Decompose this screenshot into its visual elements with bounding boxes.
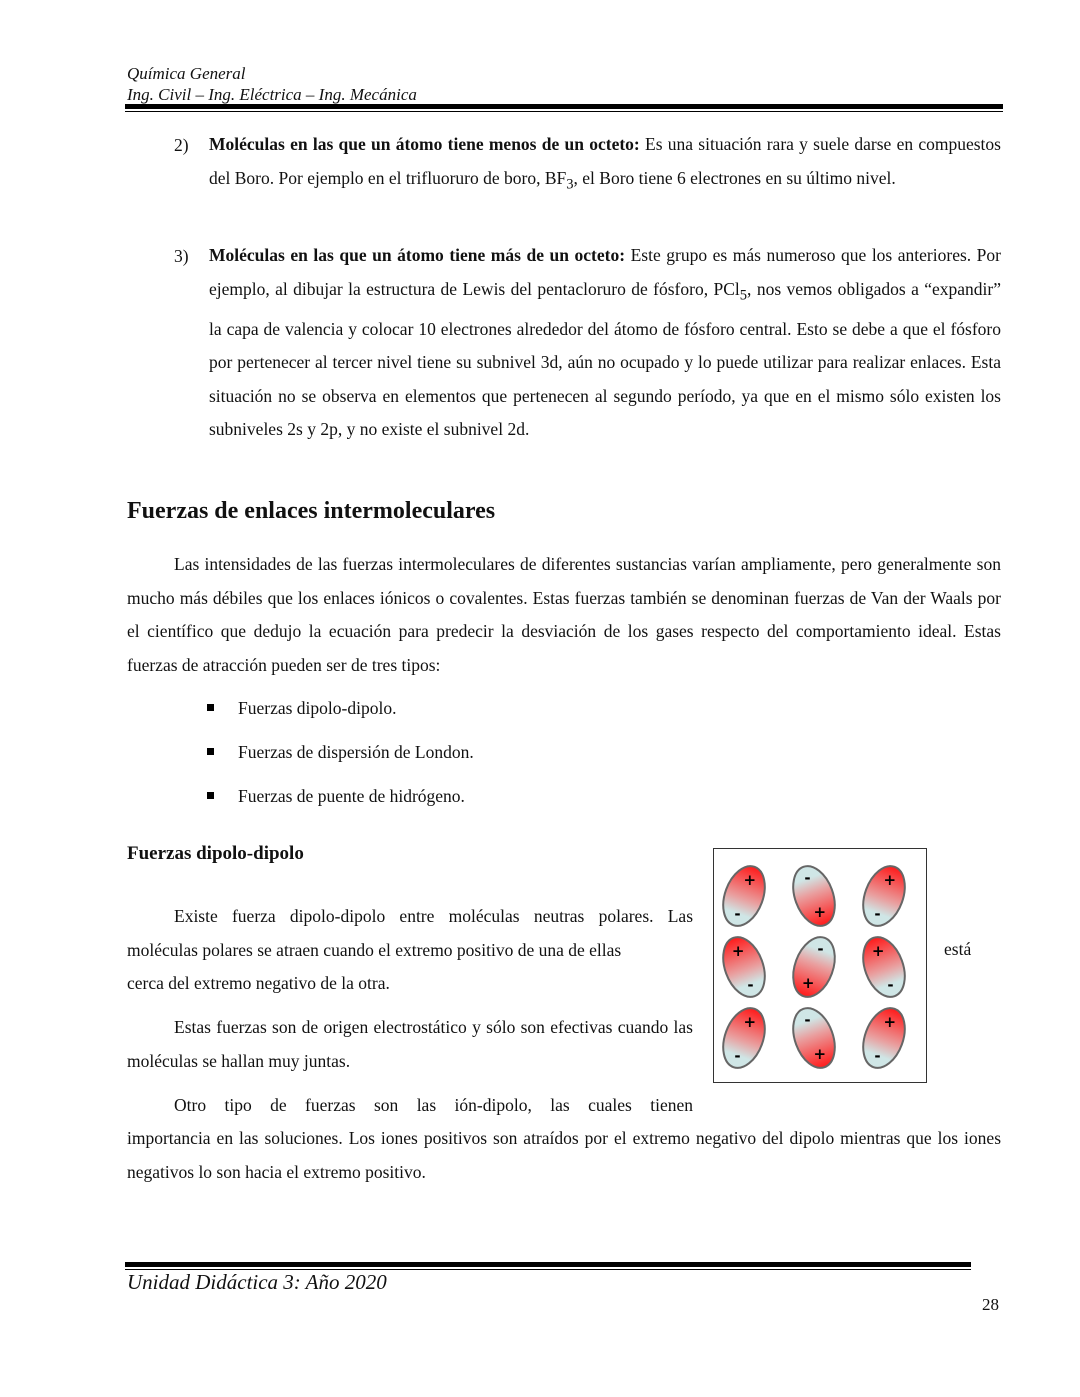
plus-sign: + — [801, 973, 815, 992]
page-number: 28 — [982, 1295, 999, 1314]
bullet-icon — [207, 748, 214, 755]
section-title: Fuerzas de enlaces intermoleculares — [127, 498, 496, 524]
dipole-molecule — [716, 1002, 773, 1073]
plus-sign: + — [743, 1013, 757, 1032]
plus-sign: + — [813, 902, 827, 921]
plus-sign: + — [883, 871, 897, 890]
ion-dipole-paragraph-start: Otro tipo de fuerzas son las ión-dipolo, las cuales tienen — [174, 1095, 693, 1115]
minus-sign: - — [874, 904, 881, 923]
dipole-molecule — [786, 860, 843, 931]
minus-sign: - — [804, 869, 811, 888]
header-programs: Ing. Civil – Ing. Eléctrica – Ing. Mecánica — [127, 85, 417, 104]
item-text: Este grupo es más numeroso que los anteriores. Por ejemplo, al dibujar la estructura de Lewis del pentacloruro de fósforo, PCl — [209, 245, 1001, 299]
bullet-text: Fuerzas de dispersión de London. — [238, 742, 474, 762]
dipole-molecule — [786, 931, 843, 1002]
dipole-paragraph-2: Estas fuerzas son de origen electrostático y sólo son efectivas cuando las moléculas se hallan muy juntas. — [127, 1017, 693, 1071]
item-3-paragraph — [209, 239, 1001, 447]
item-number: 2) — [174, 135, 189, 155]
bullet-icon — [207, 792, 214, 799]
minus-sign: - — [734, 1046, 741, 1065]
dipole-molecule — [716, 860, 773, 931]
bullet-item — [207, 742, 474, 763]
item-number: 3) — [174, 246, 189, 266]
footer-rule — [125, 1262, 971, 1270]
subsection-title: Fuerzas dipolo-dipolo — [127, 843, 304, 864]
bullet-text: Fuerzas dipolo-dipolo. — [238, 698, 397, 718]
subscript: 5 — [739, 287, 748, 303]
plus-sign: + — [883, 1013, 897, 1032]
item-text: , el Boro tiene 6 electrones en su último nivel. — [573, 167, 896, 188]
bullet-icon — [207, 704, 214, 711]
minus-sign: - — [887, 975, 894, 994]
minus-sign: - — [817, 940, 824, 959]
dipole-molecule — [786, 1002, 843, 1073]
plus-sign: + — [743, 871, 757, 890]
dipole-molecule — [856, 1002, 913, 1073]
minus-sign: - — [734, 904, 741, 923]
item-text: Es una situación rara y suele darse en compuestos del Boro. Por ejemplo en el trifluoruro de boro, BF — [209, 134, 1001, 188]
intro-paragraph: Las intensidades de las fuerzas intermoleculares de diferentes sustancias varían ampliamente, pero generalmente son mucho más débiles que los enlaces iónicos o covalentes. Estas fuerzas también se denominan fuerzas de Van der Waals por el científico que dedujo la ecuación para predecir la desviación de los gases respecto del comportamiento ideal. Estas fuerzas de atracción pueden ser de tres tipos: — [127, 554, 1001, 675]
item-3-heading: Moléculas en las que un átomo tiene más de un octeto: — [209, 245, 626, 265]
subscript: 3 — [566, 176, 574, 192]
header-rule — [125, 104, 1003, 112]
item-2-paragraph — [209, 128, 1001, 202]
minus-sign: - — [747, 975, 754, 994]
dipole-molecule — [856, 931, 913, 1002]
dipole-molecule — [716, 931, 773, 1002]
dipole-molecule — [856, 860, 913, 931]
ion-dipole-paragraph: importancia en las soluciones. Los iones positivos son atraídos por el extremo negativo del dipolo mientras que los iones negativos lo son hacia el extremo positivo. — [127, 1128, 1001, 1182]
item-2-heading: Moléculas en las que un átomo tiene menos de un octeto: — [209, 134, 640, 154]
plus-sign: + — [871, 942, 885, 961]
bullet-text: Fuerzas de puente de hidrógeno. — [238, 786, 465, 806]
plus-sign: + — [731, 942, 745, 961]
minus-sign: - — [804, 1011, 811, 1030]
bullet-item — [207, 698, 396, 719]
plus-sign: + — [813, 1044, 827, 1063]
dipole-paragraph-1: Existe fuerza dipolo-dipolo entre moléculas neutras polares. Las moléculas polares se atraen cuando el extremo positivo de una de ellas — [127, 906, 693, 960]
footer-unit: Unidad Didáctica 3: Año 2020 — [127, 1270, 387, 1294]
dipole-figure — [713, 848, 927, 1083]
bullet-item — [207, 786, 465, 807]
dipole-diagram — [714, 849, 926, 1082]
item-text: , nos vemos obligados a “expandir” la capa de valencia y colocar 10 electrones alrededor del átomo de fósforo central. Esto se debe a que el fósforo por pertenecer al tercer nivel tiene su subnivel 3d, aún no ocupado y lo puede utilizar para realizar enlaces. Esta situación no se observa en elementos que pertenecen al segundo período, ya que en el mismo sólo existen los subniveles 2s y 2p, y no existe el subnivel 2d. — [209, 278, 1001, 439]
header-course: Química General — [127, 64, 246, 83]
minus-sign: - — [874, 1046, 881, 1065]
dipole-paragraph-1-continued: está — [944, 939, 972, 959]
running-header — [127, 63, 417, 105]
dipole-paragraph-1-end: cerca del extremo negativo de la otra. — [127, 973, 390, 993]
